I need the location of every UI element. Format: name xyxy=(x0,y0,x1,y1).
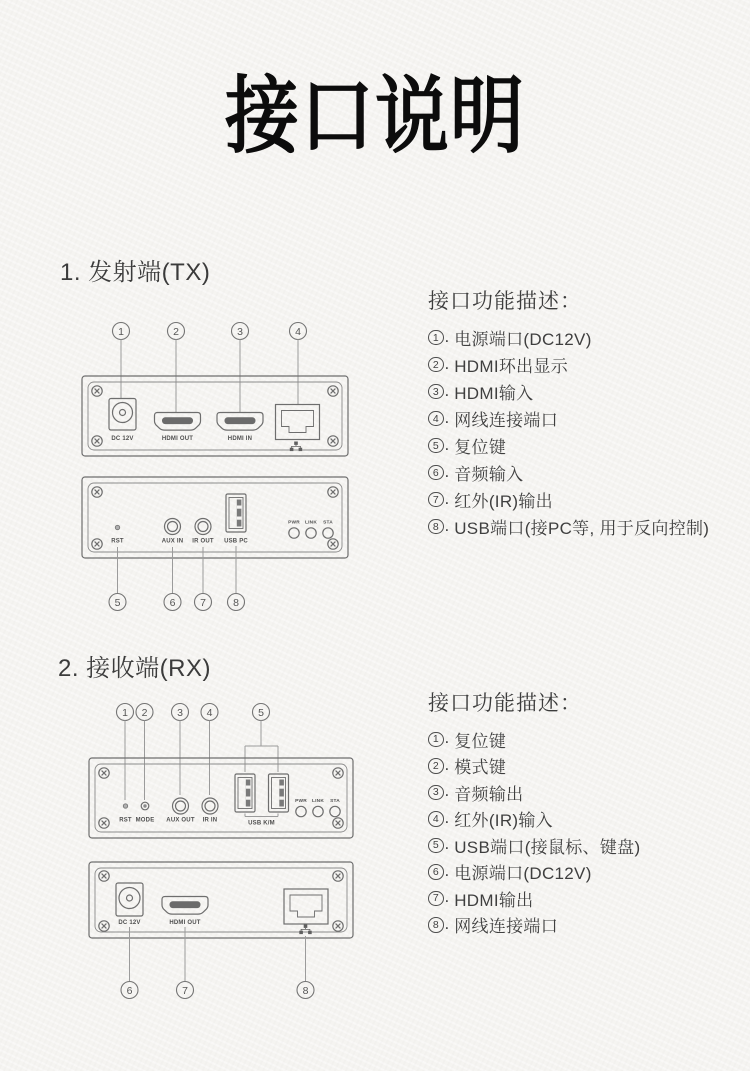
screw-icon xyxy=(92,539,102,549)
screw-icon xyxy=(333,768,343,778)
led-sta-label: STA xyxy=(323,520,333,526)
circled-number: 5 xyxy=(428,838,444,854)
circled-number: 4 xyxy=(428,811,444,827)
rx-desc-item: 4 . 红外(IR)输入 xyxy=(428,806,750,833)
callout-7: 7 xyxy=(200,596,206,609)
tx-dc-label: DC 12V xyxy=(111,436,134,442)
rx-front-panel xyxy=(89,758,353,838)
tx-desc-item: 1 . 电源端口(DC12V) xyxy=(428,324,750,351)
callout-3: 3 xyxy=(177,706,183,719)
tx-back-panel xyxy=(82,477,348,558)
tx-led-indicators xyxy=(288,520,333,539)
callout-2: 2 xyxy=(173,325,179,338)
tx-hdmi-in-port xyxy=(217,413,263,443)
tx-ir-out-jack xyxy=(192,519,214,545)
led-link xyxy=(313,806,323,816)
tx-reset-hole xyxy=(111,525,124,544)
screw-icon xyxy=(328,487,338,497)
tx-section-heading: 1. 发射端(TX) xyxy=(60,259,211,286)
page-title: 接口说明 xyxy=(225,68,525,164)
circled-number: 5 xyxy=(428,438,444,454)
rx-desc-item: 5 . USB端口(接鼠标、键盘) xyxy=(428,832,750,859)
callout-2: 2 xyxy=(141,706,148,719)
callout-3: 3 xyxy=(237,325,243,338)
tx-rj45-port xyxy=(276,405,320,452)
tx-desc-item: 5 . 复位键 xyxy=(428,432,750,459)
circled-number: 6 xyxy=(428,864,444,880)
rx-usb-label: USB K/M xyxy=(248,820,275,827)
tx-hdmi-in-label: HDMI IN xyxy=(227,436,253,442)
rx-aux-out-jack xyxy=(166,798,195,824)
circled-number: 8 xyxy=(428,519,444,535)
callout-1: 1 xyxy=(122,706,128,719)
callout-1: 1 xyxy=(118,325,124,338)
rx-desc-item: 3 . 音频输出 xyxy=(428,779,750,806)
rx-desc-item: 6 . 电源端口(DC12V) xyxy=(428,859,750,886)
callout-4: 4 xyxy=(295,325,301,338)
rx-hdmi-out-port xyxy=(162,897,208,927)
tx-aux-label: AUX IN xyxy=(161,538,184,545)
circled-number: 7 xyxy=(428,891,444,907)
rx-aux-label: AUX OUT xyxy=(166,817,195,824)
screw-icon xyxy=(333,818,343,828)
callout-5: 5 xyxy=(258,706,264,719)
tx-device-diagram xyxy=(60,300,380,630)
callout-8: 8 xyxy=(233,596,239,609)
rx-rst-label: RST xyxy=(119,817,132,824)
rx-section-heading: 2. 接收端(RX) xyxy=(58,655,212,682)
circled-number: 1 xyxy=(428,330,444,346)
circled-number: 6 xyxy=(428,465,444,481)
led-pwr-label: PWR xyxy=(295,799,307,804)
led-pwr-label: PWR xyxy=(288,520,300,526)
rx-desc-item: 7 . HDMI输出 xyxy=(428,885,750,912)
callout-6: 6 xyxy=(126,984,133,997)
screw-icon xyxy=(328,436,338,446)
tx-front-callouts xyxy=(113,323,307,413)
circled-number: 2 xyxy=(428,357,444,373)
led-pwr xyxy=(289,528,299,538)
rx-hdmi-label: HDMI OUT xyxy=(169,920,201,926)
rx-desc-item: 1 . 复位键 xyxy=(428,726,750,753)
rx-dc-port xyxy=(116,883,143,926)
screw-icon xyxy=(99,818,109,828)
screw-icon xyxy=(328,386,338,396)
led-sta xyxy=(330,806,340,816)
rx-panel1-callouts xyxy=(117,704,279,801)
circled-number: 3 xyxy=(428,384,444,400)
callout-5: 5 xyxy=(114,596,121,609)
rx-desc-panel xyxy=(428,690,750,938)
tx-usb-label: USB PC xyxy=(224,538,248,545)
screw-icon xyxy=(328,539,338,549)
callout-8: 8 xyxy=(302,984,309,997)
tx-desc-item: 8 . USB端口(接PC等, 用于反向控制) xyxy=(428,513,750,540)
rx-desc-heading: 接口功能描述： xyxy=(428,692,582,715)
screw-icon xyxy=(99,921,109,931)
led-link-label: LINK xyxy=(305,520,317,526)
screw-icon xyxy=(333,871,343,881)
circled-number: 8 xyxy=(428,917,444,933)
led-pwr xyxy=(296,806,306,816)
tx-aux-in-jack xyxy=(162,519,184,545)
tx-desc-item: 6 . 音频输入 xyxy=(428,459,750,486)
callout-7: 7 xyxy=(182,984,188,997)
rx-mode-button xyxy=(136,802,155,823)
tx-front-panel xyxy=(82,376,348,456)
rx-desc-list xyxy=(428,726,750,938)
rx-back-panel xyxy=(89,862,353,938)
led-link xyxy=(306,528,316,538)
tx-desc-item: 2 . HDMI环出显示 xyxy=(428,351,750,378)
tx-desc-heading: 接口功能描述： xyxy=(428,290,582,313)
circled-number: 4 xyxy=(428,411,444,427)
screw-icon xyxy=(99,768,109,778)
tx-rst-label: RST xyxy=(111,538,124,545)
screw-icon xyxy=(92,487,102,497)
tx-desc-list xyxy=(428,324,750,540)
circled-number: 2 xyxy=(428,758,444,774)
rx-ir-in-jack xyxy=(202,798,218,824)
rx-led-indicators xyxy=(295,798,340,817)
led-link-label: LINK xyxy=(312,799,324,804)
tx-desc-item: 3 . HDMI输入 xyxy=(428,378,750,405)
led-sta-label: STA xyxy=(330,799,340,804)
rx-mode-label: MODE xyxy=(135,817,155,824)
rx-desc-item: 2 . 模式键 xyxy=(428,753,750,780)
tx-desc-item: 7 . 红外(IR)输出 xyxy=(428,486,750,513)
tx-hdmi-out-port xyxy=(155,413,201,443)
rx-usb-ports xyxy=(235,774,289,827)
screw-icon xyxy=(92,386,102,396)
rx-reset-hole xyxy=(119,804,132,824)
screw-icon xyxy=(333,921,343,931)
circled-number: 7 xyxy=(428,492,444,508)
tx-desc-item: 4 . 网线连接端口 xyxy=(428,405,750,432)
circled-number: 3 xyxy=(428,785,444,801)
tx-usb-port xyxy=(224,494,248,545)
rx-rj45-port xyxy=(284,889,328,934)
callout-6: 6 xyxy=(169,596,176,609)
network-icon xyxy=(299,925,311,935)
rx-ir-label: IR IN xyxy=(202,817,218,824)
tx-dc-port xyxy=(109,399,136,443)
led-sta xyxy=(323,528,333,538)
tx-desc-panel xyxy=(428,288,750,540)
circled-number: 1 xyxy=(428,732,444,748)
screw-icon xyxy=(92,436,102,446)
rx-desc-item: 8 . 网线连接端口 xyxy=(428,912,750,939)
tx-ir-label: IR OUT xyxy=(192,538,214,545)
rx-device-diagram xyxy=(60,690,380,1020)
tx-hdmi-out-label: HDMI OUT xyxy=(161,436,194,442)
tx-back-callouts xyxy=(109,546,245,611)
rx-dc-label: DC 12V xyxy=(118,920,141,926)
callout-4: 4 xyxy=(206,706,213,719)
screw-icon xyxy=(99,871,109,881)
